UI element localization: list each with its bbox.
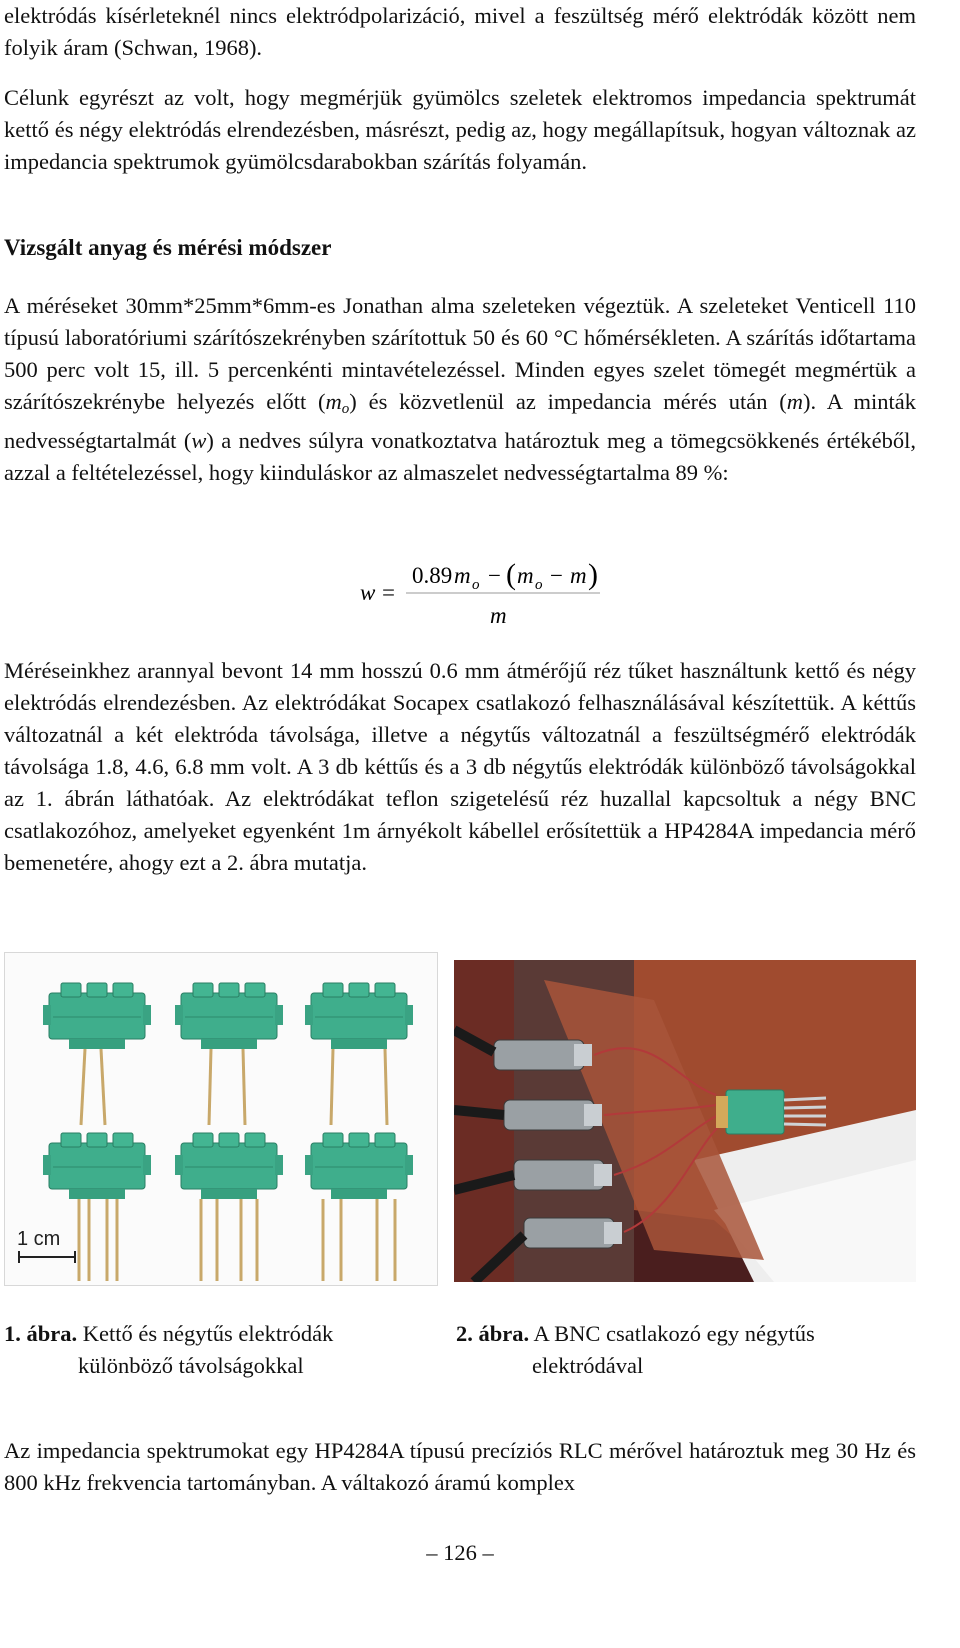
paragraph-4: Méréseinkhez arannyal bevont 14 mm hosszú 0.6 mm átmérőjű réz tűket használtunk kettő és négy elektródás elrendezésben. Az elektródákat Socapex csatlakozó felhasználásával készítettük. A kéttűs változatnál a két elektróda távolsága, illetve a négytűs változatnál a feszültségmérő elektródák távolsága 1.8, 4.6, 6.8 mm volt. A 3 db kéttűs és a 3 db négytűs elektródák különböző távolságokkal az 1. ábrán láthatóak. Az elektródákat teflon szigetelésű réz huzallal kapcsoltuk a négy BNC csatlakozóhoz, amelyeket egyenként 1m árnyékolt kábellel erősítettük a HP4284A impedancia mérő bemenetére, ahogy ezt a 2. ábra mutatja. (4, 658, 916, 875)
figure-2-caption: 2. ábra. A BNC csatlakozó egy négytűs elektródával (456, 1321, 815, 1378)
paragraph-3: A méréseket 30mm*25mm*6mm-es Jonathan alma szeleteken végeztük. A szeleteket Venticell 110 típusú laboratóriumi szárítószekrényben szárítottuk 50 és 60 °C hőmérsékleten. A szárítás időtartama 500 perc volt 15, ill. 5 percenkénti mintavételezéssel. Minden egyes szelet tömegét megmértük a szárítószekrénybe helyezés előtt $(m_o)$ és közvetlenül az impedancia mérés után (m). A minták nedvességtartalmát (w) a nedves súlyra vonatkoztatva határoztuk meg a tömegcsökkenés értékéből, azzal a feltételezéssel, hogy kiinduláskor az almaszelet nedvességtartalma 89 %: (4, 293, 917, 485)
formula-o2: o (535, 577, 543, 593)
formula-equals: = (382, 580, 395, 605)
formula-paren-open: ( (506, 558, 516, 591)
figure-1-label: 1. ábra. (4, 1321, 78, 1346)
formula-lhs: w (360, 580, 376, 605)
paragraph-5: Az impedancia spektrumokat egy HP4284A típusú precíziós RLC mérővel határoztuk meg 30 Hz és 800 kHz frekvencia tartományban. A váltakozó áramú komplex (4, 1438, 916, 1495)
formula-paren-close: ) (588, 558, 598, 591)
formula-m2: m (517, 563, 534, 588)
formula-m1: m (454, 563, 471, 588)
paragraph-2: Célunk egyrészt az volt, hogy megmérjük gyümölcs szeletek elektromos impedancia spektrumát kettő és négy elektródás elrendezésben, másrészt, pedig az, hogy megállapítsuk, hogyan változnak az impedancia spektrumok gyümölcsdarabokban szárítás folyamán. (4, 85, 916, 174)
figure-2-label: 2. ábra. (456, 1321, 530, 1346)
formula-minus1: − (488, 563, 501, 588)
paragraph-1: elektródás kísérleteknél nincs elektródpolarizáció, mivel a feszültség mérő elektródák között nem folyik áram (Schwan, 1968). (4, 3, 916, 60)
figure-2-bnc-photo (454, 960, 916, 1282)
formula-m3: m (570, 563, 587, 588)
page-number: – 126 – (426, 1540, 494, 1565)
formula-minus2: − (550, 563, 563, 588)
formula-o1: o (472, 577, 480, 593)
figure-1-caption: 1. ábra. Kettő és négytűs elektródák különböző távolságokkal (4, 1321, 334, 1378)
figure-1-electrodes-photo (4, 952, 438, 1286)
section-heading: Vizsgált anyag és mérési módszer (4, 235, 332, 260)
formula-coef: 0.89 (412, 563, 453, 588)
scale-label: 1 cm (17, 1228, 61, 1250)
moisture-formula (354, 555, 614, 645)
formula-denominator: m (490, 603, 507, 628)
